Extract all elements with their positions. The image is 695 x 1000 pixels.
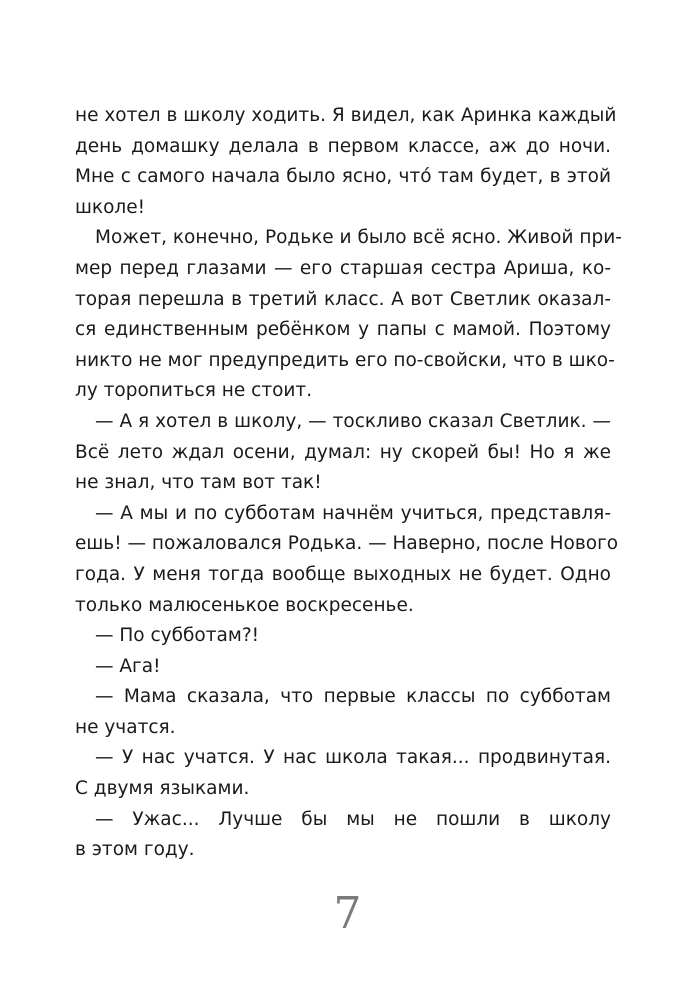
- page-number: 7: [333, 888, 362, 939]
- text-line: ешь! — пожаловался Родька. — Наверно, после Нового: [75, 533, 619, 555]
- text-line: — Ага!: [95, 655, 161, 677]
- text-line: не учатся.: [75, 716, 176, 738]
- text-line: не знал, что там вот так!: [75, 472, 322, 494]
- text-line: — А я хотел в школу, — тоскливо сказал Светлик. —: [95, 410, 611, 432]
- text-line: лу торопиться не стоит.: [75, 380, 313, 402]
- text-line: в этом году.: [75, 839, 195, 861]
- text-line: — Ужас... Лучше бы мы не пошли в школу: [95, 808, 611, 830]
- text-line: не хотел в школу ходить. Я видел, как Аринка каждый: [75, 105, 617, 126]
- text-line: только малюсенькое воскресенье.: [75, 594, 414, 616]
- text-line: — По субботам?!: [95, 625, 260, 647]
- text-line: — У нас учатся. У нас школа такая... продвинутая.: [95, 747, 611, 769]
- text-line: школе!: [75, 196, 146, 218]
- text-line: — А мы и по субботам начнём учиться, представля-: [95, 502, 611, 524]
- text-line: мер перед глазами — его старшая сестра Ариша, ко-: [75, 257, 611, 279]
- text-line: — Мама сказала, что первые классы по субботам: [95, 686, 611, 708]
- text-line: Может, конечно, Родьке и было всё ясно. Живой при-: [95, 227, 622, 249]
- text-line: года. У меня тогда вообще выходных не будет. Одно: [75, 563, 611, 585]
- text-line: Всё лето ждал осени, думал: ну скорей бы! Но я же: [75, 441, 611, 463]
- body-text: [75, 101, 622, 866]
- text-line: день домашку делала в первом классе, аж до ночи.: [75, 135, 611, 157]
- text-line: Мне с самого начала было ясно, чтó там будет, в этой: [75, 166, 611, 188]
- text-line: ся единственным ребёнком у папы с мамой. Поэтому: [75, 319, 611, 341]
- text-line: никто не мог предупредить его по-свойски, что в шко-: [75, 349, 615, 371]
- text-line: С двумя языками.: [75, 778, 250, 800]
- text-line: торая перешла в третий класс. А вот Светлик оказал-: [75, 288, 611, 310]
